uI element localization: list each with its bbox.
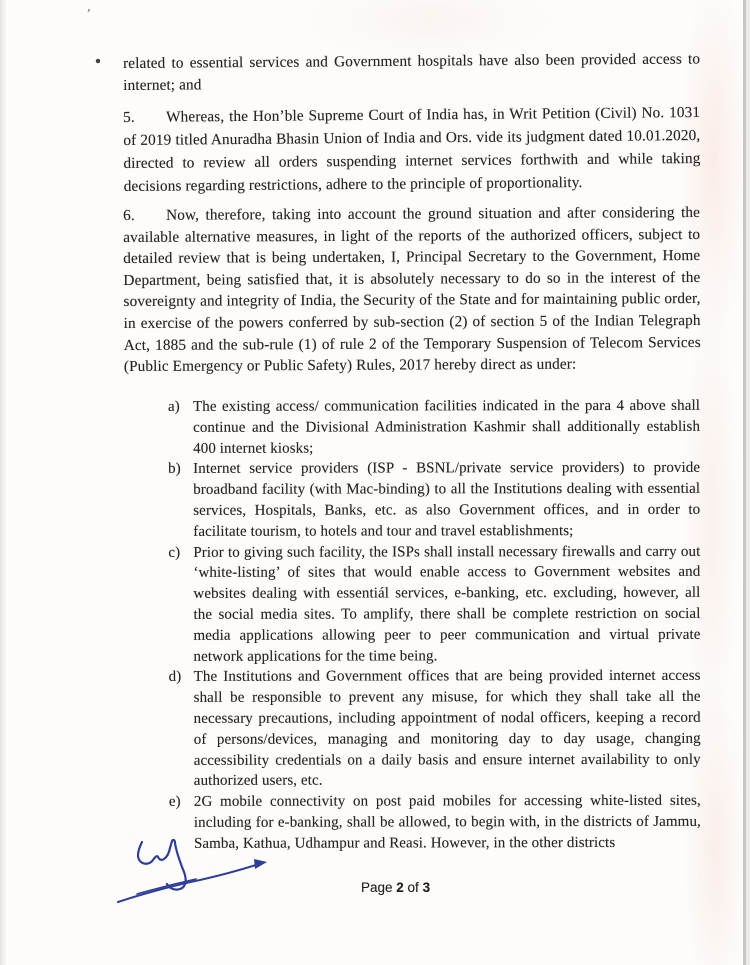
paragraph-number: 6. xyxy=(123,206,135,224)
scan-edge-margin xyxy=(746,0,750,965)
footer-total-pages: 3 xyxy=(422,880,431,895)
list-item-text: The existing access/ communication facilities indicated in the para 4 above shall continue and the Divisional Administration Kashmir shall additionally establish 400 internet kiosks; xyxy=(193,397,701,457)
list-item-text: 2G mobile connectivity on post paid mobiles for accessing white-listed sites, including for e-banking, shall be allowed, to begin with, in the districts of Jammu, Samba, Kathua, Udhampur and Reasi. However, in the other districts xyxy=(193,792,701,852)
list-item xyxy=(123,396,700,460)
list-item-label: d) xyxy=(168,669,182,686)
paragraph-number: 5. xyxy=(123,108,135,126)
paragraph-6 xyxy=(123,202,701,378)
paragraph-continuation: related to essential services and Government hospitals have also been provided access to internet; and xyxy=(123,50,701,94)
paragraph-text: Whereas, the Hon’ble Supreme Court of India has, in Writ Petition (Civil) No. 1031 of 2019 titled Anuradha Bhasin Union of India and Ors. vide its judgment dated 10.01.2020, directed to review all orders suspending internet services forthwith and while taking decisions regarding restrictions, adhere to the principle of proportionality. xyxy=(123,103,701,195)
list-item-text: Prior to giving such facility, the ISPs shall install necessary firewalls and carry out ‘white-listing’ of sites that would enable access to Government websites and websites dealing with essentiál services, e-banking, etc. excluding, however, all the social media sites. To amplify, there shall be complete restriction on social media applications allowing peer to peer communication and virtual private network applications for the time being. xyxy=(193,543,701,665)
signature-ink-icon xyxy=(100,828,280,910)
stray-pen-tick: ’ xyxy=(84,5,92,21)
list-item-label: c) xyxy=(168,544,181,561)
list-item-label: b) xyxy=(168,461,181,478)
paragraph-text: Now, therefore, taking into account the ground situation and after considering the available alternative measures, in light of the reports of the authorized officers, subject to detailed review that is being undertaken, I, Principal Secretary to the Government, Home Department, being satisfied that, it is absolutely necessary to do so in the interest of the sovereignty and integrity of India, the Security of the State and for maintaining public order, in exercise of the powers conferred by sub-section (2) of section 5 of the Indian Telegraph Act, 1885 and the sub-rule (1) of rule 2 of the Temporary Suspension of Telecom Services (Public Emergency or Public Safety) Rules, 2017 hereby direct as under: xyxy=(123,203,701,376)
list-item xyxy=(123,458,700,542)
stray-dot-icon xyxy=(96,59,100,63)
list-item-label: a) xyxy=(168,398,180,415)
list-item xyxy=(124,666,701,792)
page-footer xyxy=(361,880,430,895)
list-item-text: The Institutions and Government offices that are being provided internet access shall be responsible to prevent any misuse, for which they shall take all the necessary precautions, including appointment of nodal officers, keeping a record of persons/devices, managing and monitoring day to day usage, changing accessibility credentials on a daily basis and ensure internet availability to only authorized users, etc. xyxy=(193,668,701,790)
paragraph-5 xyxy=(123,101,701,198)
list-item-text: Internet service providers (ISP - BSNL/private service providers) to provide broadband facility (with Mac-binding) to all the Institutions dealing with essential services, Hospitals, Banks, etc. as also Government offices, and in order to facilitate tourism, to hotels and tour and travel establishments; xyxy=(193,460,701,540)
directives-list xyxy=(123,396,701,855)
footer-label: Page xyxy=(361,880,397,895)
list-item-label: e) xyxy=(168,794,181,811)
footer-separator: of xyxy=(403,880,423,895)
footer-page-number: 2 xyxy=(396,880,404,895)
list-item xyxy=(123,541,700,667)
